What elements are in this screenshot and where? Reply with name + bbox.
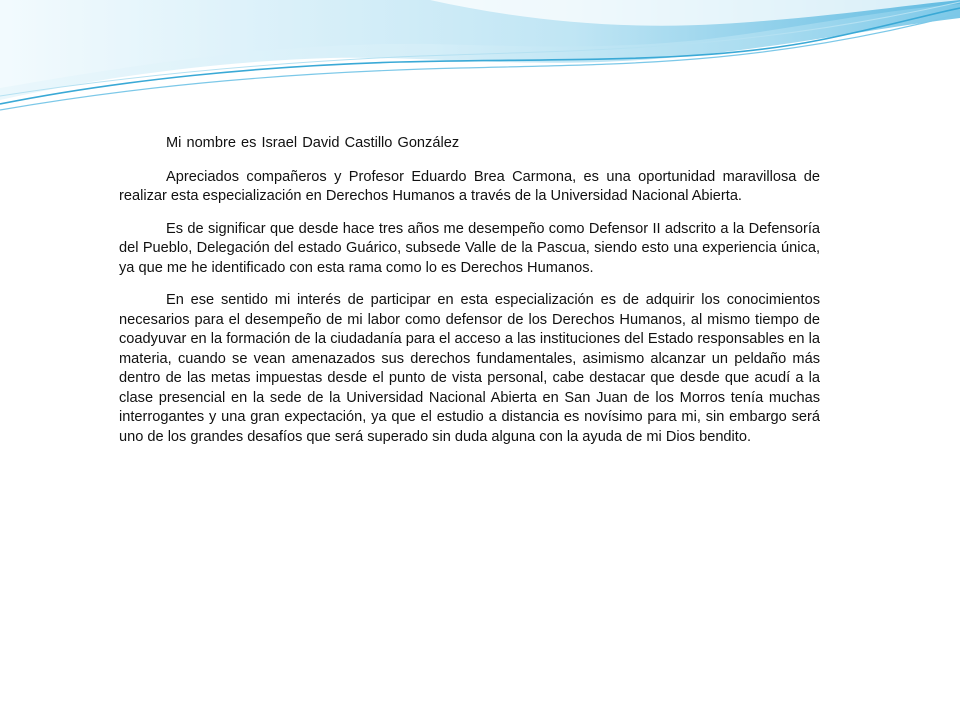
document-body (119, 134, 820, 460)
paragraph-motivation: En ese sentido mi interés de participar en esta especialización es de adquirir los conocimientos necesarios para el desempeño de mi labor como defensor de los Derechos Humanos, al mismo tiempo de coadyuvar en la formación de la ciudadanía para el acceso a las instituciones del Estado responsables en la materia, cuando se vean amenazados sus derechos fundamentales, asimismo alcanzar un peldaño más dentro de las metas impuestas desde el punto de vista personal, cabe destacar que desde que acudí a la clase presencial en la sede de la Universidad Nacional Abierta en San Juan de los Morros tenía muchas interrogantes y una gran expectación, ya que el estudio a distancia es novísimo para mi, sin embargo será uno de los grandes desafíos que será superado sin duda alguna con la ayuda de mi Dios bendito. (119, 292, 820, 445)
greeting-line: Mi nombre es Israel David Castillo González (166, 135, 460, 151)
paragraph-experience: Es de significar que desde hace tres años me desempeño como Defensor II adscrito a la Defensoría del Pueblo, Delegación del estado Guárico, subsede Valle de la Pascua, siendo esto una experiencia única, ya que me he identificado con esta rama como lo es Derechos Humanos. (119, 220, 820, 276)
header-wave-decoration (0, 0, 960, 120)
paragraph-intro: Apreciados compañeros y Profesor Eduardo Brea Carmona, es una oportunidad maravillosa de realizar esta especialización en Derechos Humanos a través de la Universidad Nacional Abierta. (119, 168, 820, 204)
